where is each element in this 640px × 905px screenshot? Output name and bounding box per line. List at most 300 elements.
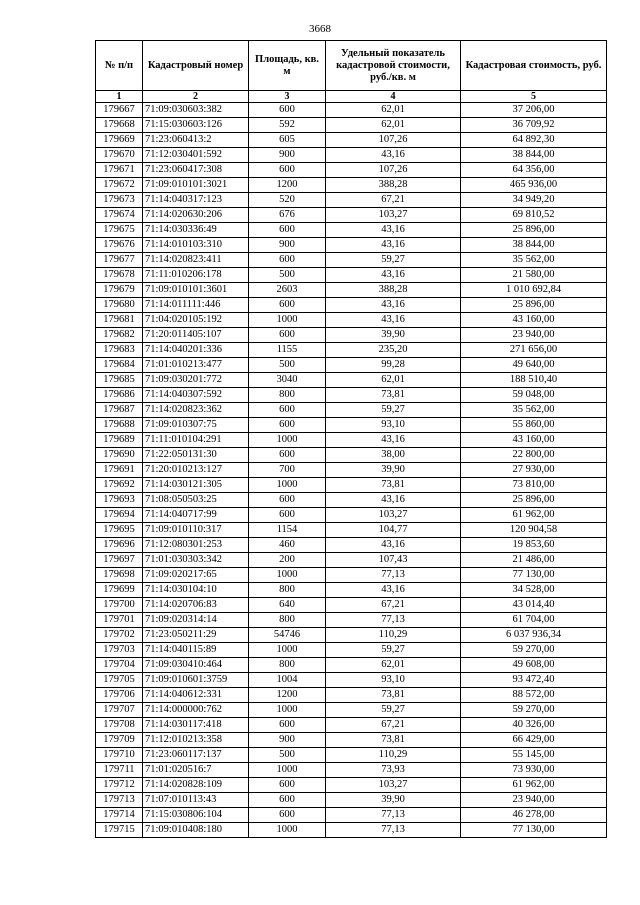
area-cell: 900 xyxy=(249,733,326,748)
specific-value-cell: 43,16 xyxy=(326,238,461,253)
area-cell: 54746 xyxy=(249,628,326,643)
cadastral-value-cell: 23 940,00 xyxy=(461,328,607,343)
table-row xyxy=(96,448,607,463)
cadastral-value-cell: 27 930,00 xyxy=(461,463,607,478)
specific-value-cell: 388,28 xyxy=(326,283,461,298)
row-number-cell: 179685 xyxy=(96,373,143,388)
specific-value-cell: 43,16 xyxy=(326,268,461,283)
cadastral-number-cell: 71:14:030336:49 xyxy=(143,223,249,238)
cadastral-value-cell: 21 486,00 xyxy=(461,553,607,568)
cadastral-value-cell: 59 048,00 xyxy=(461,388,607,403)
row-number-cell: 179680 xyxy=(96,298,143,313)
cadastral-value-cell: 73 930,00 xyxy=(461,763,607,778)
cadastral-value-cell: 61 962,00 xyxy=(461,778,607,793)
table-row xyxy=(96,148,607,163)
cadastral-number-cell: 71:12:010213:358 xyxy=(143,733,249,748)
table-row xyxy=(96,373,607,388)
cadastral-value-cell: 55 145,00 xyxy=(461,748,607,763)
table-row xyxy=(96,508,607,523)
area-cell: 600 xyxy=(249,718,326,733)
row-number-cell: 179674 xyxy=(96,208,143,223)
cadastral-number-cell: 71:14:040317:123 xyxy=(143,193,249,208)
table-row xyxy=(96,598,607,613)
cadastral-value-cell: 64 356,00 xyxy=(461,163,607,178)
specific-value-cell: 67,21 xyxy=(326,718,461,733)
column-number: 3 xyxy=(249,91,326,103)
row-number-cell: 179677 xyxy=(96,253,143,268)
cadastral-value-cell: 25 896,00 xyxy=(461,493,607,508)
table-row xyxy=(96,583,607,598)
cadastral-value-cell: 271 656,00 xyxy=(461,343,607,358)
cadastral-value-cell: 77 130,00 xyxy=(461,568,607,583)
cadastral-value-cell: 34 949,20 xyxy=(461,193,607,208)
row-number-cell: 179698 xyxy=(96,568,143,583)
cadastral-number-cell: 71:01:010213:477 xyxy=(143,358,249,373)
header-specific-value: Удельный показатель кадастровой стоимости, руб./кв. м xyxy=(326,41,461,91)
area-cell: 460 xyxy=(249,538,326,553)
row-number-cell: 179700 xyxy=(96,598,143,613)
area-cell: 800 xyxy=(249,583,326,598)
row-number-cell: 179706 xyxy=(96,688,143,703)
cadastral-number-cell: 71:23:050211:29 xyxy=(143,628,249,643)
table-row xyxy=(96,313,607,328)
specific-value-cell: 39,90 xyxy=(326,793,461,808)
cadastral-number-cell: 71:01:030303:342 xyxy=(143,553,249,568)
row-number-cell: 179684 xyxy=(96,358,143,373)
cadastral-number-cell: 71:09:010101:3021 xyxy=(143,178,249,193)
specific-value-cell: 107,26 xyxy=(326,133,461,148)
row-number-cell: 179687 xyxy=(96,403,143,418)
specific-value-cell: 43,16 xyxy=(326,493,461,508)
specific-value-cell: 38,00 xyxy=(326,448,461,463)
cadastral-number-cell: 71:12:030401:592 xyxy=(143,148,249,163)
row-number-cell: 179696 xyxy=(96,538,143,553)
table-row xyxy=(96,538,607,553)
specific-value-cell: 77,13 xyxy=(326,568,461,583)
row-number-cell: 179709 xyxy=(96,733,143,748)
cadastral-number-cell: 71:15:030603:126 xyxy=(143,118,249,133)
specific-value-cell: 67,21 xyxy=(326,193,461,208)
specific-value-cell: 73,81 xyxy=(326,733,461,748)
cadastral-number-cell: 71:09:020314:14 xyxy=(143,613,249,628)
table-row xyxy=(96,763,607,778)
cadastral-number-cell: 71:14:020706:83 xyxy=(143,598,249,613)
area-cell: 520 xyxy=(249,193,326,208)
cadastral-number-cell: 71:23:060417:308 xyxy=(143,163,249,178)
table-row xyxy=(96,823,607,838)
area-cell: 600 xyxy=(249,298,326,313)
header-area: Площадь, кв. м xyxy=(249,41,326,91)
cadastral-number-cell: 71:14:020823:362 xyxy=(143,403,249,418)
specific-value-cell: 388,28 xyxy=(326,178,461,193)
cadastral-value-cell: 59 270,00 xyxy=(461,703,607,718)
cadastral-value-cell: 61 704,00 xyxy=(461,613,607,628)
row-number-cell: 179712 xyxy=(96,778,143,793)
area-cell: 600 xyxy=(249,778,326,793)
area-cell: 800 xyxy=(249,658,326,673)
specific-value-cell: 77,13 xyxy=(326,823,461,838)
cadastral-value-cell: 25 896,00 xyxy=(461,298,607,313)
area-cell: 676 xyxy=(249,208,326,223)
table-row xyxy=(96,238,607,253)
specific-value-cell: 99,28 xyxy=(326,358,461,373)
specific-value-cell: 62,01 xyxy=(326,658,461,673)
cadastral-number-cell: 71:14:040612:331 xyxy=(143,688,249,703)
row-number-cell: 179668 xyxy=(96,118,143,133)
area-cell: 1000 xyxy=(249,703,326,718)
cadastral-number-cell: 71:20:010213:127 xyxy=(143,463,249,478)
area-cell: 1000 xyxy=(249,823,326,838)
table-row xyxy=(96,133,607,148)
specific-value-cell: 73,81 xyxy=(326,688,461,703)
specific-value-cell: 43,16 xyxy=(326,223,461,238)
table-row xyxy=(96,418,607,433)
row-number-cell: 179711 xyxy=(96,763,143,778)
specific-value-cell: 103,27 xyxy=(326,508,461,523)
cadastral-number-cell: 71:14:020828:109 xyxy=(143,778,249,793)
cadastral-number-cell: 71:04:020105:192 xyxy=(143,313,249,328)
row-number-cell: 179703 xyxy=(96,643,143,658)
table-row xyxy=(96,808,607,823)
cadastral-value-cell: 188 510,40 xyxy=(461,373,607,388)
area-cell: 600 xyxy=(249,508,326,523)
table-row xyxy=(96,613,607,628)
cadastral-number-cell: 71:14:020630:206 xyxy=(143,208,249,223)
table-row xyxy=(96,223,607,238)
area-cell: 1000 xyxy=(249,763,326,778)
cadastral-number-cell: 71:20:011405:107 xyxy=(143,328,249,343)
area-cell: 1000 xyxy=(249,568,326,583)
row-number-cell: 179691 xyxy=(96,463,143,478)
specific-value-cell: 110,29 xyxy=(326,628,461,643)
row-number-cell: 179671 xyxy=(96,163,143,178)
cadastral-number-cell: 71:09:010307:75 xyxy=(143,418,249,433)
cadastral-value-table xyxy=(95,40,607,838)
specific-value-cell: 43,16 xyxy=(326,538,461,553)
row-number-cell: 179707 xyxy=(96,703,143,718)
cadastral-value-cell: 35 562,00 xyxy=(461,253,607,268)
column-number: 2 xyxy=(143,91,249,103)
specific-value-cell: 93,10 xyxy=(326,418,461,433)
specific-value-cell: 43,16 xyxy=(326,148,461,163)
cadastral-value-cell: 49 608,00 xyxy=(461,658,607,673)
row-number-cell: 179693 xyxy=(96,493,143,508)
cadastral-number-cell: 71:14:010103:310 xyxy=(143,238,249,253)
cadastral-value-cell: 49 640,00 xyxy=(461,358,607,373)
area-cell: 1200 xyxy=(249,688,326,703)
specific-value-cell: 73,93 xyxy=(326,763,461,778)
header-cadastral-number: Кадастровый номер xyxy=(143,41,249,91)
table-row xyxy=(96,478,607,493)
row-number-cell: 179690 xyxy=(96,448,143,463)
row-number-cell: 179667 xyxy=(96,103,143,118)
area-cell: 1000 xyxy=(249,313,326,328)
row-number-cell: 179705 xyxy=(96,673,143,688)
cadastral-value-cell: 43 160,00 xyxy=(461,313,607,328)
area-cell: 1004 xyxy=(249,673,326,688)
area-cell: 600 xyxy=(249,808,326,823)
cadastral-number-cell: 71:14:020823:411 xyxy=(143,253,249,268)
area-cell: 600 xyxy=(249,223,326,238)
area-cell: 600 xyxy=(249,418,326,433)
table-row xyxy=(96,463,607,478)
specific-value-cell: 39,90 xyxy=(326,463,461,478)
cadastral-number-cell: 71:15:030806:104 xyxy=(143,808,249,823)
table-row xyxy=(96,343,607,358)
cadastral-number-cell: 71:09:020217:65 xyxy=(143,568,249,583)
area-cell: 500 xyxy=(249,358,326,373)
cadastral-value-cell: 36 709,92 xyxy=(461,118,607,133)
table-row xyxy=(96,433,607,448)
cadastral-number-cell: 71:14:040717:99 xyxy=(143,508,249,523)
cadastral-value-cell: 40 326,00 xyxy=(461,718,607,733)
cadastral-value-cell: 21 580,00 xyxy=(461,268,607,283)
specific-value-cell: 103,27 xyxy=(326,208,461,223)
cadastral-number-cell: 71:09:010101:3601 xyxy=(143,283,249,298)
area-cell: 700 xyxy=(249,463,326,478)
row-number-cell: 179686 xyxy=(96,388,143,403)
specific-value-cell: 62,01 xyxy=(326,118,461,133)
column-number: 5 xyxy=(461,91,607,103)
specific-value-cell: 93,10 xyxy=(326,673,461,688)
specific-value-cell: 62,01 xyxy=(326,373,461,388)
cadastral-value-cell: 88 572,00 xyxy=(461,688,607,703)
row-number-cell: 179688 xyxy=(96,418,143,433)
table-row xyxy=(96,208,607,223)
row-number-cell: 179670 xyxy=(96,148,143,163)
cadastral-value-cell: 1 010 692,84 xyxy=(461,283,607,298)
row-number-cell: 179702 xyxy=(96,628,143,643)
cadastral-value-cell: 43 014,40 xyxy=(461,598,607,613)
cadastral-number-cell: 71:14:011111:446 xyxy=(143,298,249,313)
cadastral-number-cell: 71:23:060117:137 xyxy=(143,748,249,763)
cadastral-number-cell: 71:14:030121:305 xyxy=(143,478,249,493)
cadastral-value-cell: 35 562,00 xyxy=(461,403,607,418)
row-number-cell: 179694 xyxy=(96,508,143,523)
table-row xyxy=(96,673,607,688)
cadastral-value-cell: 19 853,60 xyxy=(461,538,607,553)
area-cell: 600 xyxy=(249,163,326,178)
table-row xyxy=(96,523,607,538)
specific-value-cell: 77,13 xyxy=(326,808,461,823)
area-cell: 592 xyxy=(249,118,326,133)
row-number-cell: 179710 xyxy=(96,748,143,763)
specific-value-cell: 39,90 xyxy=(326,328,461,343)
page-number: 3668 xyxy=(309,23,331,35)
cadastral-value-cell: 23 940,00 xyxy=(461,793,607,808)
specific-value-cell: 107,43 xyxy=(326,553,461,568)
row-number-cell: 179695 xyxy=(96,523,143,538)
specific-value-cell: 103,27 xyxy=(326,778,461,793)
specific-value-cell: 77,13 xyxy=(326,613,461,628)
table-row xyxy=(96,568,607,583)
cadastral-number-cell: 71:14:030117:418 xyxy=(143,718,249,733)
column-number: 1 xyxy=(96,91,143,103)
cadastral-value-cell: 73 810,00 xyxy=(461,478,607,493)
cadastral-number-cell: 71:23:060413:2 xyxy=(143,133,249,148)
area-cell: 200 xyxy=(249,553,326,568)
area-cell: 605 xyxy=(249,133,326,148)
cadastral-number-cell: 71:14:030104:10 xyxy=(143,583,249,598)
area-cell: 500 xyxy=(249,748,326,763)
cadastral-value-cell: 43 160,00 xyxy=(461,433,607,448)
area-cell: 500 xyxy=(249,268,326,283)
cadastral-value-cell: 55 860,00 xyxy=(461,418,607,433)
row-number-cell: 179714 xyxy=(96,808,143,823)
cadastral-number-cell: 71:07:010113:43 xyxy=(143,793,249,808)
table-row xyxy=(96,283,607,298)
table-row xyxy=(96,793,607,808)
column-number: 4 xyxy=(326,91,461,103)
table-row xyxy=(96,388,607,403)
column-number-row xyxy=(96,91,607,103)
cadastral-value-cell: 22 800,00 xyxy=(461,448,607,463)
row-number-cell: 179692 xyxy=(96,478,143,493)
area-cell: 600 xyxy=(249,448,326,463)
specific-value-cell: 59,27 xyxy=(326,703,461,718)
cadastral-number-cell: 71:12:080301:253 xyxy=(143,538,249,553)
specific-value-cell: 67,21 xyxy=(326,598,461,613)
area-cell: 1155 xyxy=(249,343,326,358)
table-row xyxy=(96,628,607,643)
specific-value-cell: 43,16 xyxy=(326,298,461,313)
row-number-cell: 179682 xyxy=(96,328,143,343)
row-number-cell: 179704 xyxy=(96,658,143,673)
table-row xyxy=(96,718,607,733)
table-row xyxy=(96,163,607,178)
cadastral-number-cell: 71:08:050503:25 xyxy=(143,493,249,508)
row-number-cell: 179683 xyxy=(96,343,143,358)
table-row xyxy=(96,493,607,508)
area-cell: 800 xyxy=(249,613,326,628)
row-number-cell: 179676 xyxy=(96,238,143,253)
table-header-row xyxy=(96,41,607,91)
table-row xyxy=(96,733,607,748)
area-cell: 600 xyxy=(249,403,326,418)
row-number-cell: 179673 xyxy=(96,193,143,208)
cadastral-number-cell: 71:09:010408:180 xyxy=(143,823,249,838)
row-number-cell: 179669 xyxy=(96,133,143,148)
table-row xyxy=(96,688,607,703)
cadastral-value-cell: 66 429,00 xyxy=(461,733,607,748)
area-cell: 900 xyxy=(249,148,326,163)
cadastral-value-cell: 120 904,58 xyxy=(461,523,607,538)
cadastral-value-cell: 38 844,00 xyxy=(461,148,607,163)
row-number-cell: 179675 xyxy=(96,223,143,238)
cadastral-value-cell: 69 810,52 xyxy=(461,208,607,223)
cadastral-value-cell: 25 896,00 xyxy=(461,223,607,238)
specific-value-cell: 59,27 xyxy=(326,253,461,268)
cadastral-number-cell: 71:09:010601:3759 xyxy=(143,673,249,688)
table-row xyxy=(96,658,607,673)
area-cell: 800 xyxy=(249,388,326,403)
row-number-cell: 179679 xyxy=(96,283,143,298)
area-cell: 600 xyxy=(249,793,326,808)
area-cell: 1200 xyxy=(249,178,326,193)
cadastral-value-cell: 46 278,00 xyxy=(461,808,607,823)
table-row xyxy=(96,193,607,208)
cadastral-number-cell: 71:09:030410:464 xyxy=(143,658,249,673)
area-cell: 640 xyxy=(249,598,326,613)
row-number-cell: 179708 xyxy=(96,718,143,733)
specific-value-cell: 43,16 xyxy=(326,583,461,598)
row-number-cell: 179699 xyxy=(96,583,143,598)
table-row xyxy=(96,298,607,313)
table-row xyxy=(96,253,607,268)
cadastral-number-cell: 71:09:030603:382 xyxy=(143,103,249,118)
row-number-cell: 179672 xyxy=(96,178,143,193)
header-row-number: № п/п xyxy=(96,41,143,91)
cadastral-value-cell: 93 472,40 xyxy=(461,673,607,688)
table-row xyxy=(96,328,607,343)
specific-value-cell: 73,81 xyxy=(326,388,461,403)
cadastral-value-cell: 59 270,00 xyxy=(461,643,607,658)
cadastral-value-cell: 77 130,00 xyxy=(461,823,607,838)
area-cell: 900 xyxy=(249,238,326,253)
specific-value-cell: 110,29 xyxy=(326,748,461,763)
area-cell: 1000 xyxy=(249,643,326,658)
table-row xyxy=(96,748,607,763)
cadastral-number-cell: 71:09:010110:317 xyxy=(143,523,249,538)
area-cell: 600 xyxy=(249,493,326,508)
specific-value-cell: 43,16 xyxy=(326,313,461,328)
specific-value-cell: 43,16 xyxy=(326,433,461,448)
area-cell: 1000 xyxy=(249,478,326,493)
table-row xyxy=(96,178,607,193)
cadastral-number-cell: 71:11:010206:178 xyxy=(143,268,249,283)
row-number-cell: 179681 xyxy=(96,313,143,328)
table-row xyxy=(96,643,607,658)
specific-value-cell: 107,26 xyxy=(326,163,461,178)
table-row xyxy=(96,403,607,418)
table-row xyxy=(96,358,607,373)
area-cell: 600 xyxy=(249,103,326,118)
cadastral-value-cell: 64 892,30 xyxy=(461,133,607,148)
cadastral-number-cell: 71:11:010104:291 xyxy=(143,433,249,448)
table-row xyxy=(96,103,607,118)
cadastral-number-cell: 71:22:050131:30 xyxy=(143,448,249,463)
cadastral-value-cell: 37 206,00 xyxy=(461,103,607,118)
table-row xyxy=(96,778,607,793)
cadastral-value-cell: 465 936,00 xyxy=(461,178,607,193)
area-cell: 600 xyxy=(249,253,326,268)
row-number-cell: 179678 xyxy=(96,268,143,283)
cadastral-number-cell: 71:14:040307:592 xyxy=(143,388,249,403)
cadastral-number-cell: 71:01:020516:7 xyxy=(143,763,249,778)
cadastral-value-cell: 34 528,00 xyxy=(461,583,607,598)
area-cell: 2603 xyxy=(249,283,326,298)
row-number-cell: 179701 xyxy=(96,613,143,628)
header-cadastral-value: Кадастровая стоимость, руб. xyxy=(461,41,607,91)
row-number-cell: 179689 xyxy=(96,433,143,448)
cadastral-value-cell: 6 037 936,34 xyxy=(461,628,607,643)
area-cell: 1154 xyxy=(249,523,326,538)
specific-value-cell: 59,27 xyxy=(326,643,461,658)
cadastral-number-cell: 71:14:000000:762 xyxy=(143,703,249,718)
specific-value-cell: 62,01 xyxy=(326,103,461,118)
row-number-cell: 179713 xyxy=(96,793,143,808)
area-cell: 1000 xyxy=(249,433,326,448)
row-number-cell: 179697 xyxy=(96,553,143,568)
row-number-cell: 179715 xyxy=(96,823,143,838)
table-row xyxy=(96,268,607,283)
table-row xyxy=(96,703,607,718)
table-row xyxy=(96,553,607,568)
area-cell: 600 xyxy=(249,328,326,343)
specific-value-cell: 235,20 xyxy=(326,343,461,358)
cadastral-number-cell: 71:14:040201:336 xyxy=(143,343,249,358)
specific-value-cell: 104,77 xyxy=(326,523,461,538)
